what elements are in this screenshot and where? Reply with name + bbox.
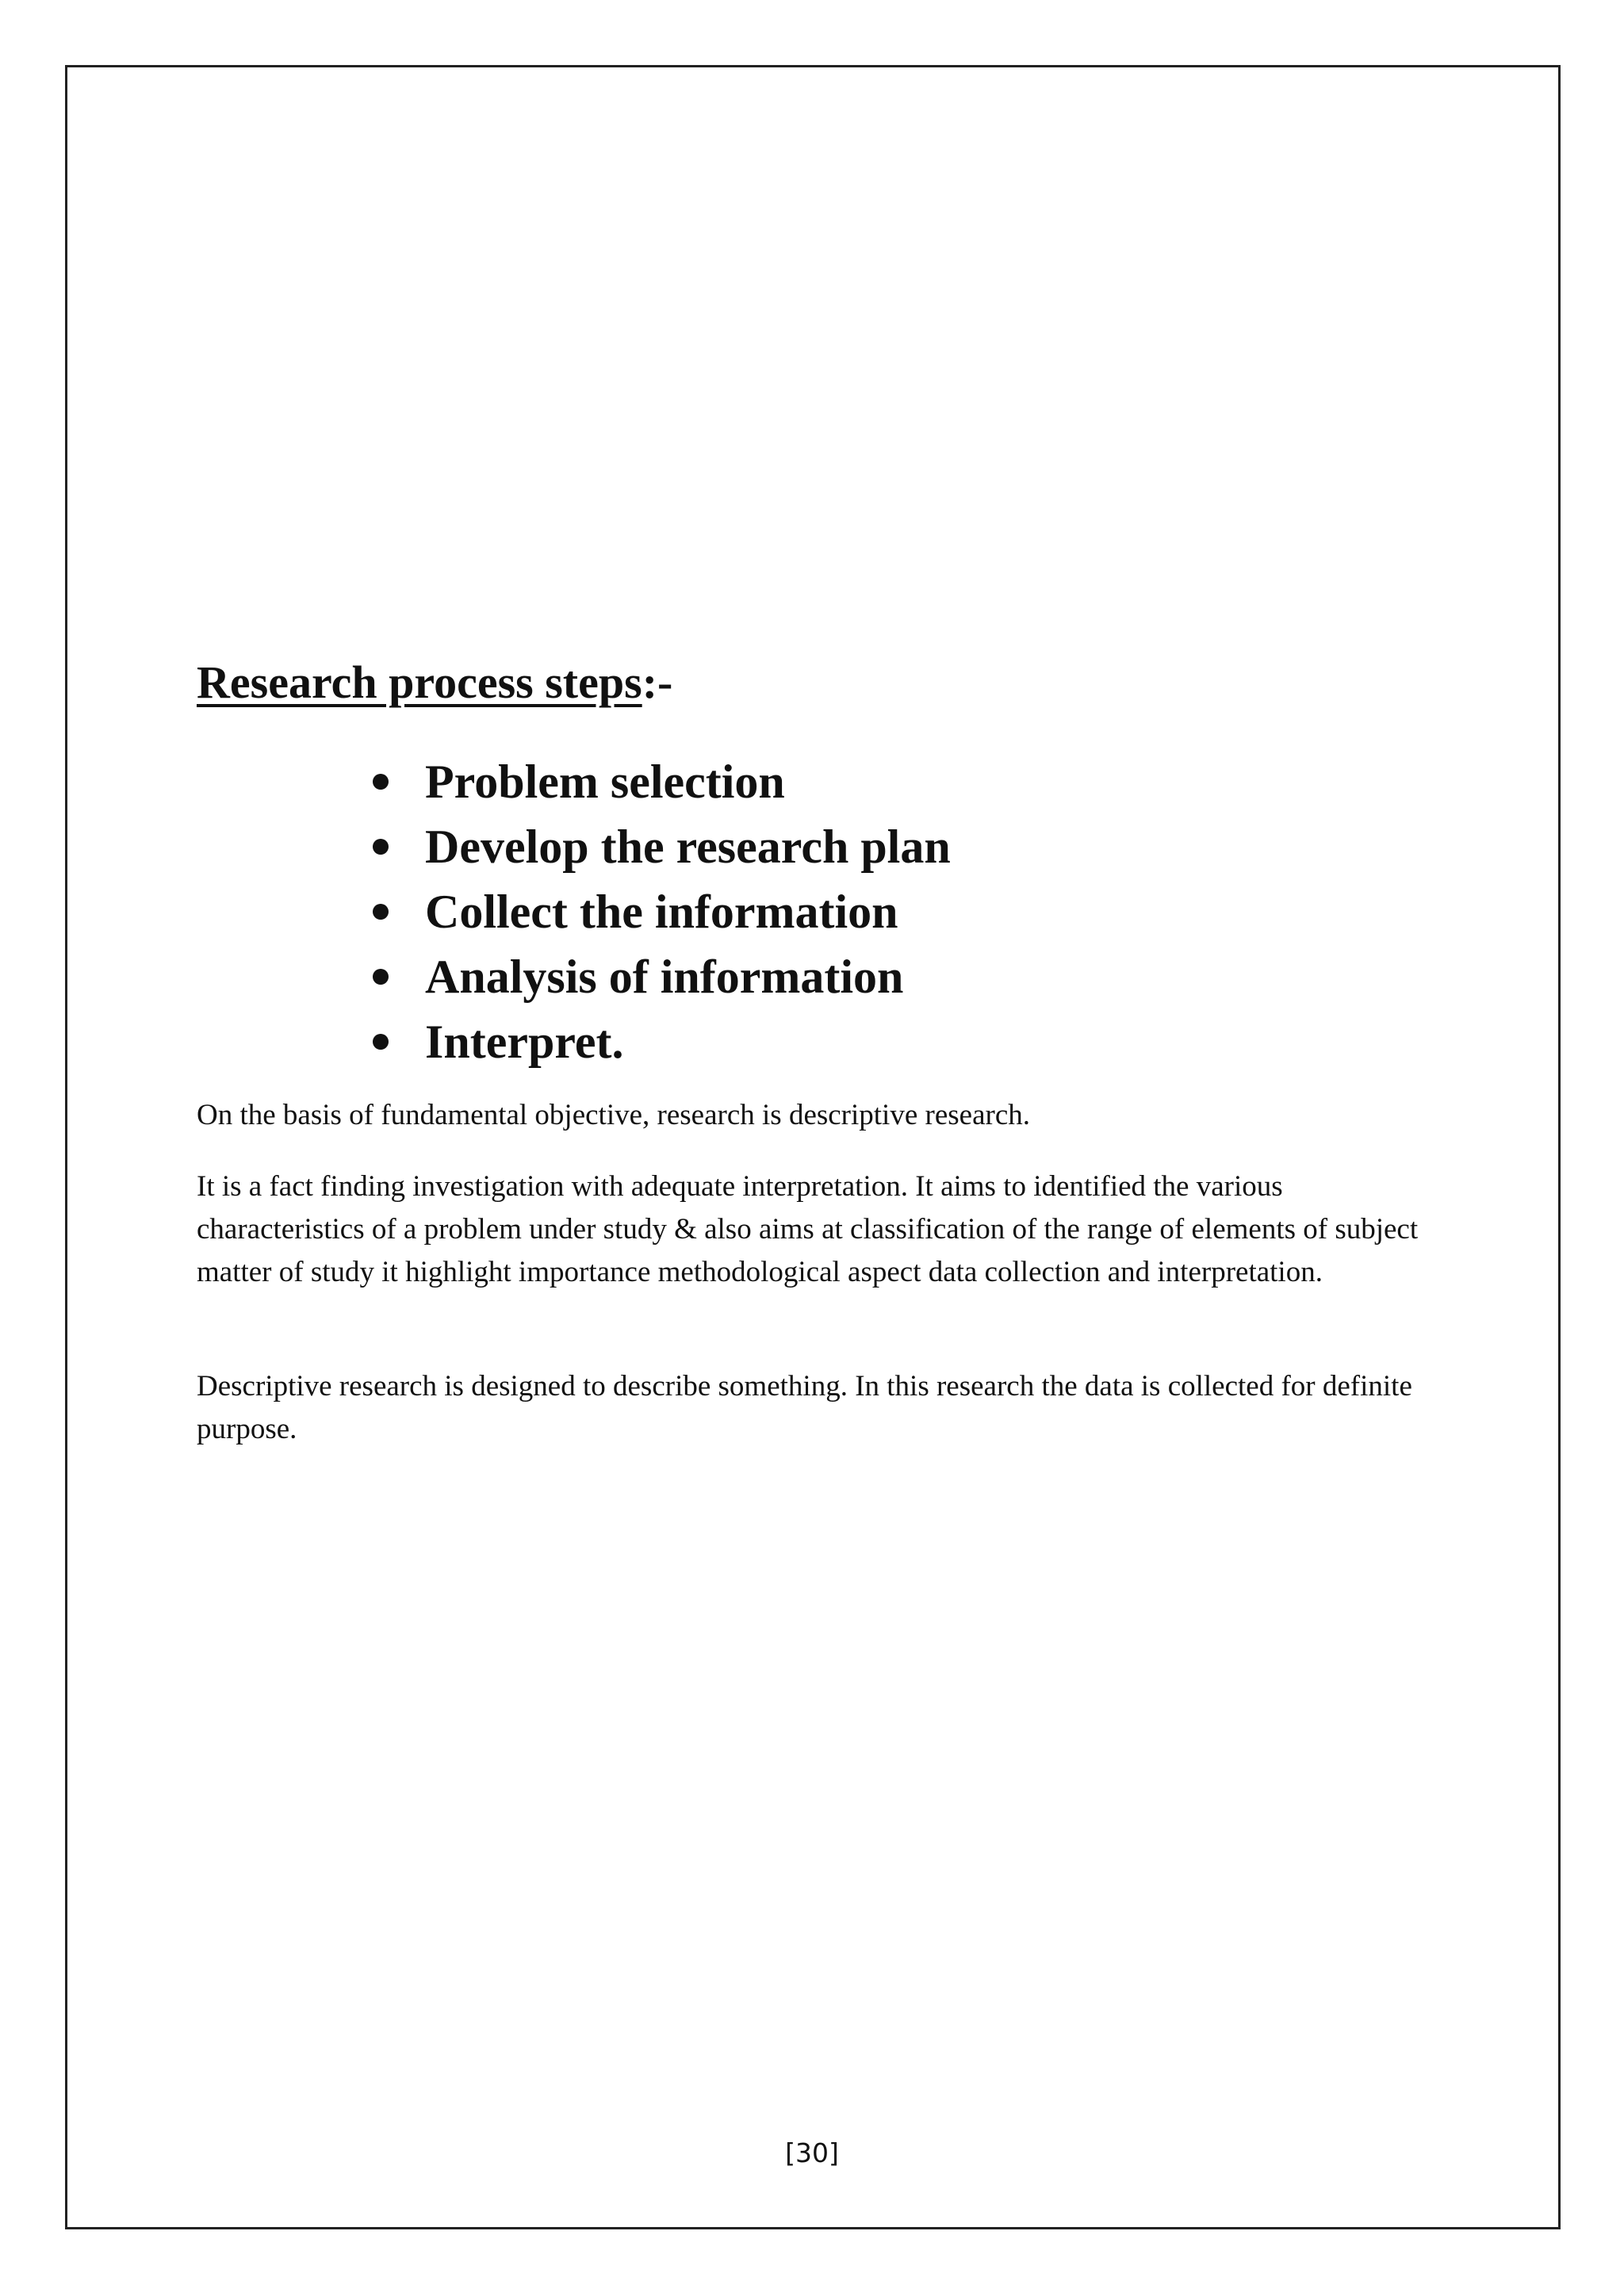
paragraph-objective: On the basis of fundamental objective, research is descriptive research. [197,1099,1030,1131]
section-heading [197,656,673,708]
page-border [65,65,1561,2229]
step-label: Collect the information [425,886,898,938]
bullet-icon [373,774,389,790]
step-label: Analysis of information [425,951,904,1003]
bullet-icon [373,1034,389,1050]
bullet-icon [373,839,389,855]
page-number: [30] [785,2137,839,2168]
paragraph-fact-finding: It is a fact finding investigation with adequate interpretation. It aims to identified the various characteristics of a problem under study & also aims at classification of the range of elements of subject matter of study it highlight importance methodological aspect data collection and interpretation. [197,1170,1419,1288]
paragraph-descriptive-research: Descriptive research is designed to describe something. In this research the data is collected for definite purpose. [197,1370,1412,1445]
section-heading-text: Research process steps [197,656,642,708]
step-label: Develop the research plan [425,821,951,873]
step-label: Problem selection [425,756,785,808]
section-heading-suffix: :- [642,656,673,708]
bullet-icon [373,969,389,985]
step-label: Interpret. [425,1016,624,1068]
bullet-icon [373,904,389,920]
